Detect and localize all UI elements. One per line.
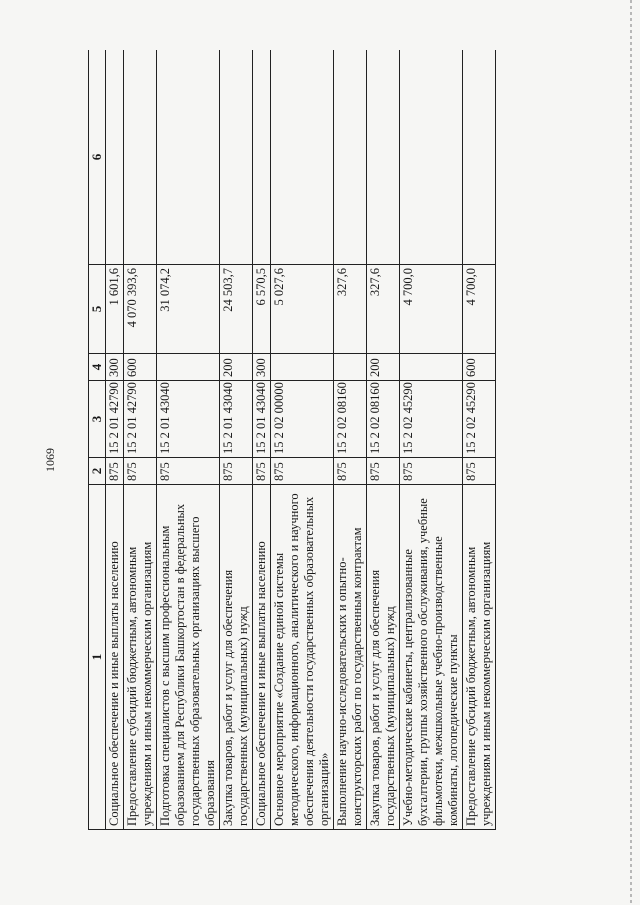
row-expense-type: 300	[253, 354, 271, 381]
row-expense-type: 600	[124, 354, 157, 381]
row-admin-code: 875	[463, 458, 496, 485]
row-name: Предоставление субсидий бюджетным, автономным учреждениям и иным некоммерческим организациям	[463, 485, 496, 830]
row-expense-type	[400, 354, 463, 381]
row-amount: 31 074,2	[157, 265, 220, 354]
table-row	[271, 50, 334, 830]
row-target-code: 15 2 02 45290	[463, 381, 496, 458]
row-target-code: 15 2 01 43040	[157, 381, 220, 458]
table-row	[124, 50, 157, 830]
row-admin-code: 875	[220, 458, 253, 485]
row-name: Выполнение научно-исследовательских и опытно-конструкторских работ по государственным контрактам	[334, 485, 367, 830]
row-expense-type: 200	[367, 354, 400, 381]
row-amount: 5 027,6	[271, 265, 334, 354]
budget-table-rotated	[88, 50, 603, 830]
table-row	[463, 50, 496, 830]
row-name: Социальное обеспечение и иные выплаты населению	[106, 485, 124, 830]
row-col6	[253, 50, 271, 265]
row-name: Основное мероприятие «Создание единой системы методического, информационного, аналитического и научного обеспечения деятельности государственных образовательных организаций»	[271, 485, 334, 830]
row-col6	[463, 50, 496, 265]
header-col-5: 5	[89, 265, 106, 354]
table-row	[220, 50, 253, 830]
row-name: Учебно-методические кабинеты, централизованные бухгалтерии, группы хозяйственного обслуживания, учебные фильмотеки, межшкольные учебно-производственные комбинаты, логопедические пункты	[400, 485, 463, 830]
row-amount: 4 070 393,6	[124, 265, 157, 354]
row-target-code: 15 2 01 43040	[220, 381, 253, 458]
row-target-code: 15 2 02 08160	[367, 381, 400, 458]
table-row	[334, 50, 367, 830]
row-col6	[106, 50, 124, 265]
row-expense-type	[334, 354, 367, 381]
table-row	[106, 50, 124, 830]
row-admin-code: 875	[253, 458, 271, 485]
table-row	[400, 50, 463, 830]
row-expense-type: 200	[220, 354, 253, 381]
row-amount: 6 570,5	[253, 265, 271, 354]
row-amount: 327,6	[334, 265, 367, 354]
row-admin-code: 875	[400, 458, 463, 485]
row-expense-type	[157, 354, 220, 381]
row-admin-code: 875	[106, 458, 124, 485]
row-amount: 1 601,6	[106, 265, 124, 354]
row-admin-code: 875	[124, 458, 157, 485]
row-col6	[157, 50, 220, 265]
row-col6	[400, 50, 463, 265]
row-amount: 4 700,0	[463, 265, 496, 354]
row-target-code: 15 2 01 42790	[124, 381, 157, 458]
row-name: Социальное обеспечение и иные выплаты населению	[253, 485, 271, 830]
row-col6	[124, 50, 157, 265]
row-col6	[367, 50, 400, 265]
row-name: Закупка товаров, работ и услуг для обеспечения государственных (муниципальных) нужд	[367, 485, 400, 830]
header-col-4: 4	[89, 354, 106, 381]
row-target-code: 15 2 01 43040	[253, 381, 271, 458]
row-admin-code: 875	[334, 458, 367, 485]
header-col-6: 6	[89, 50, 106, 265]
header-col-1: 1	[89, 485, 106, 830]
row-amount: 327,6	[367, 265, 400, 354]
page-number: 1069	[43, 448, 57, 472]
row-col6	[334, 50, 367, 265]
budget-table-container	[88, 50, 603, 830]
row-admin-code: 875	[271, 458, 334, 485]
page-edge	[630, 0, 632, 905]
table-row	[157, 50, 220, 830]
table-row	[367, 50, 400, 830]
table-row	[253, 50, 271, 830]
header-col-2: 2	[89, 458, 106, 485]
row-amount: 4 700,0	[400, 265, 463, 354]
row-admin-code: 875	[367, 458, 400, 485]
row-expense-type	[271, 354, 334, 381]
row-target-code: 15 2 02 08160	[334, 381, 367, 458]
row-target-code: 15 2 02 45290	[400, 381, 463, 458]
budget-table	[88, 50, 496, 830]
header-col-3: 3	[89, 381, 106, 458]
row-col6	[271, 50, 334, 265]
row-name: Закупка товаров, работ и услуг для обеспечения государственных (муниципальных) нужд	[220, 485, 253, 830]
row-expense-type: 300	[106, 354, 124, 381]
row-col6	[220, 50, 253, 265]
row-target-code: 15 2 02 00000	[271, 381, 334, 458]
row-admin-code: 875	[157, 458, 220, 485]
row-name: Подготовка специалистов с высшим профессиональным образованием для Республики Башкортостан в федеральных государственных образовательных организациях высшего образования	[157, 485, 220, 830]
row-target-code: 15 2 01 42790	[106, 381, 124, 458]
row-name: Предоставление субсидий бюджетным, автономным учреждениям и иным некоммерческим организациям	[124, 485, 157, 830]
row-amount: 24 503,7	[220, 265, 253, 354]
row-expense-type: 600	[463, 354, 496, 381]
header-row	[89, 50, 106, 830]
